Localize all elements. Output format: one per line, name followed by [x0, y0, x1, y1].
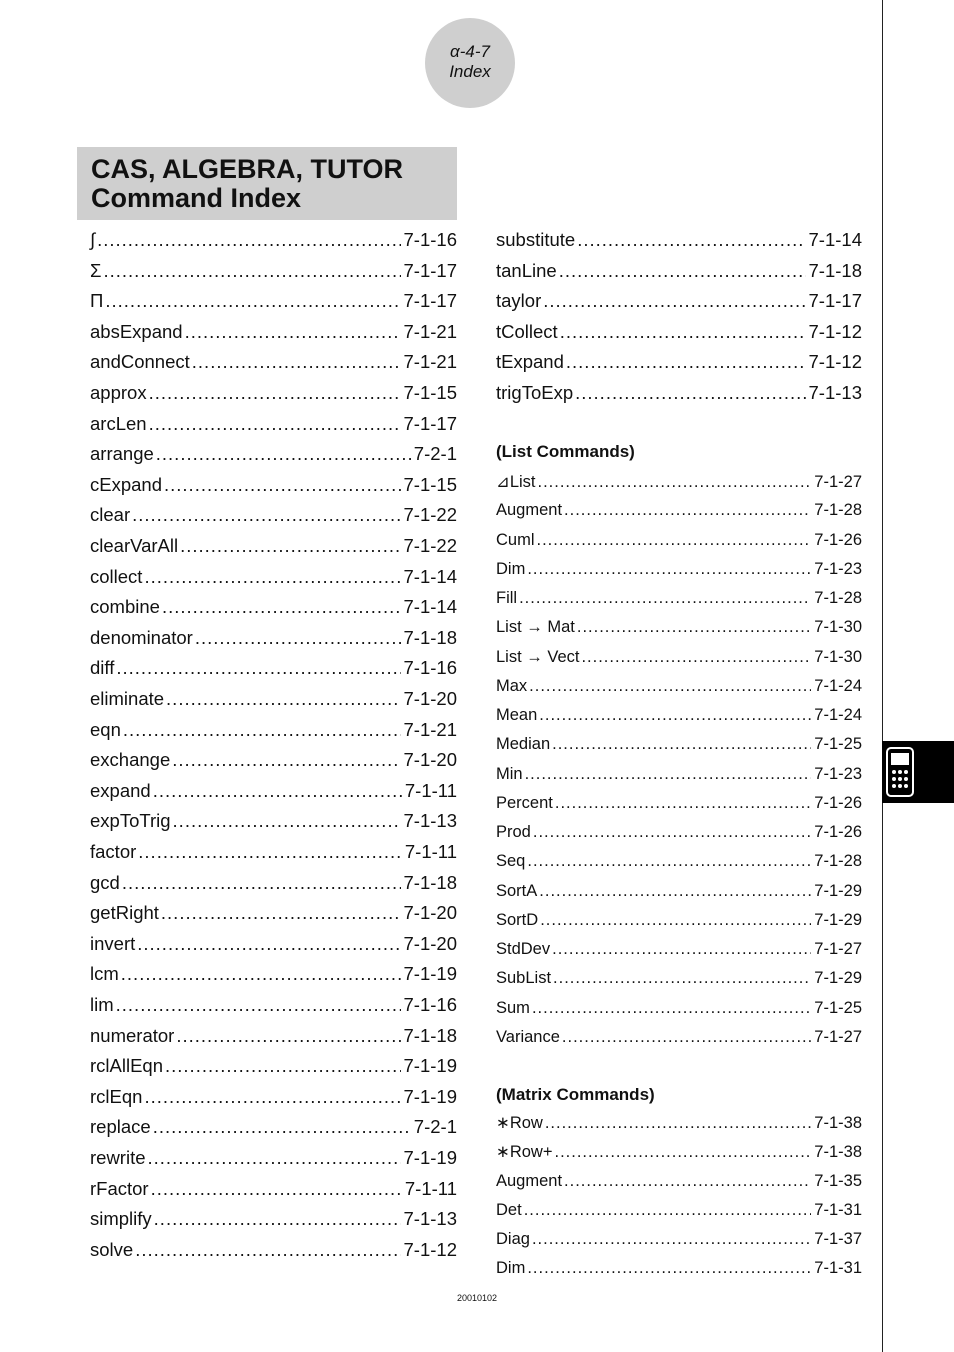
- entry-page-ref: 7-1-11: [404, 841, 457, 862]
- leader-dots: [149, 413, 401, 435]
- index-entry: [496, 735, 862, 757]
- index-entry: [90, 1116, 457, 1140]
- index-entry: [496, 1201, 862, 1223]
- index-entry: [90, 627, 457, 651]
- leader-dots: [172, 749, 400, 771]
- index-entry: [90, 413, 457, 437]
- index-entry: [90, 1239, 457, 1263]
- entry-name: collect: [90, 565, 143, 587]
- leader-dots: [122, 872, 401, 894]
- entry-name: arrange: [90, 443, 154, 465]
- entry-name: exchange: [90, 749, 171, 771]
- entry-name: tCollect: [496, 320, 558, 342]
- entry-name: taylor: [496, 290, 542, 312]
- entry-page-ref: 7-1-20: [403, 749, 457, 771]
- entry-page-ref: 7-1-18: [403, 1024, 457, 1046]
- entry-name: Augment: [496, 1171, 563, 1190]
- leader-dots: [519, 589, 811, 608]
- entry-page-ref: 7-1-21: [403, 718, 457, 740]
- entry-name: replace: [90, 1116, 151, 1138]
- entry-name: solve: [90, 1238, 134, 1260]
- leader-dots: [153, 1116, 411, 1138]
- entry-page-ref: 7-1-29: [814, 969, 862, 988]
- entry-page-ref: 7-1-27: [814, 473, 862, 491]
- entry-page-ref: 7-1-17: [808, 290, 862, 312]
- index-entry: [90, 535, 457, 559]
- entry-page-ref: 7-1-13: [403, 1208, 457, 1230]
- entry-page-ref: 7-1-25: [814, 735, 862, 754]
- entry-name: andConnect: [90, 351, 190, 373]
- entry-name: Min: [496, 764, 523, 783]
- badge-section-label: Index: [449, 62, 491, 81]
- leader-dots: [533, 823, 811, 842]
- index-entry: [90, 963, 457, 987]
- entry-name: expand: [90, 779, 151, 801]
- entry-page-ref: 7-1-16: [403, 229, 457, 250]
- entry-page-ref: 7-1-23: [814, 764, 862, 783]
- index-entry: [496, 882, 862, 904]
- entry-name: lcm: [90, 963, 119, 985]
- index-entry: [496, 618, 862, 640]
- leader-dots: [116, 657, 400, 679]
- leader-dots: [180, 535, 400, 557]
- entry-name: ⊿List: [496, 473, 536, 491]
- entry-name: Σ: [90, 259, 102, 281]
- leader-dots: [577, 229, 805, 251]
- leader-dots: [560, 321, 806, 343]
- entry-name: lim: [90, 994, 114, 1015]
- entry-page-ref: 7-1-29: [814, 881, 862, 900]
- index-entry: [496, 321, 862, 345]
- entry-name: cExpand: [90, 473, 162, 495]
- leader-dots: [121, 963, 401, 985]
- entry-name: trigToExp: [496, 382, 574, 403]
- leader-dots: [153, 780, 402, 802]
- index-entry: [90, 933, 457, 957]
- entry-page-ref: 7-1-14: [403, 596, 457, 618]
- index-entry: [496, 1028, 862, 1050]
- entry-name: rewrite: [90, 1147, 146, 1168]
- entry-name: List → Vect: [496, 647, 580, 666]
- entry-name: numerator: [90, 1024, 175, 1046]
- entry-name: expToTrig: [90, 810, 171, 832]
- entry-name: eqn: [90, 718, 121, 740]
- leader-dots: [543, 290, 805, 312]
- index-entry: [496, 560, 862, 582]
- leader-dots: [527, 1259, 811, 1278]
- entry-page-ref: 7-1-31: [814, 1259, 862, 1278]
- entry-page-ref: 7-1-16: [403, 657, 457, 679]
- entry-page-ref: 7-2-1: [413, 443, 457, 465]
- entry-page-ref: 7-1-18: [403, 871, 457, 893]
- leader-dots: [151, 1178, 402, 1200]
- leader-dots: [116, 994, 401, 1016]
- index-entry: [90, 688, 457, 712]
- entry-name: substitute: [496, 229, 576, 250]
- entry-name: rclAllEqn: [90, 1055, 163, 1077]
- entry-page-ref: 7-1-30: [814, 647, 862, 666]
- index-entry: [90, 382, 457, 406]
- entry-page-ref: 7-1-16: [403, 994, 457, 1015]
- chapter-tab[interactable]: [882, 741, 954, 803]
- entry-page-ref: 7-1-20: [403, 688, 457, 709]
- entry-name: Mean: [496, 706, 538, 724]
- footer-code: 20010102: [456, 1293, 498, 1303]
- entry-page-ref: 7-1-31: [814, 1200, 862, 1219]
- index-entry: [496, 940, 862, 962]
- index-entry: [496, 1142, 862, 1164]
- leader-dots: [166, 688, 400, 710]
- index-entry: [496, 501, 862, 523]
- leader-dots: [527, 852, 811, 871]
- entry-page-ref: 7-1-18: [808, 259, 862, 281]
- title-line-1: CAS, ALGEBRA, TUTOR: [91, 154, 404, 184]
- leader-dots: [559, 260, 806, 282]
- leader-dots: [105, 290, 400, 312]
- entry-name: Π: [90, 290, 104, 312]
- entry-name: rclEqn: [90, 1085, 143, 1107]
- index-entry: [90, 229, 457, 253]
- index-entry: [496, 589, 862, 611]
- index-entry: [90, 1025, 457, 1049]
- leader-dots: [539, 706, 811, 725]
- entry-name: tExpand: [496, 351, 564, 373]
- entry-page-ref: 7-1-38: [814, 1143, 862, 1162]
- page-title: [91, 155, 403, 213]
- entry-page-ref: 7-1-24: [814, 706, 862, 724]
- entry-page-ref: 7-1-14: [808, 229, 862, 250]
- leader-dots: [539, 882, 811, 901]
- entry-page-ref: 7-1-26: [814, 823, 862, 841]
- entry-page-ref: 7-1-19: [403, 1085, 457, 1107]
- index-entry: [496, 472, 862, 494]
- index-entry: [90, 749, 457, 773]
- entry-page-ref: 7-1-19: [403, 963, 457, 985]
- index-entry: [90, 902, 457, 926]
- index-entry: [496, 969, 862, 991]
- leader-dots: [577, 618, 811, 637]
- list-commands-heading: (List Commands): [496, 442, 635, 461]
- entry-name: tanLine: [496, 259, 557, 281]
- entry-name: ∗Row+: [496, 1143, 553, 1162]
- index-entry: [496, 1172, 862, 1194]
- index-entry: [90, 504, 457, 528]
- entry-page-ref: 7-1-13: [403, 810, 457, 832]
- leader-dots: [581, 648, 811, 667]
- index-entry: [496, 706, 862, 728]
- entry-name: Augment: [496, 501, 563, 520]
- entry-name: denominator: [90, 626, 193, 648]
- index-entry: [90, 443, 457, 467]
- badge-page-number: α-4-7: [450, 42, 490, 61]
- leader-dots: [195, 627, 401, 649]
- entry-name: rFactor: [90, 1177, 149, 1199]
- entry-name: Dim: [496, 559, 526, 578]
- index-entry: [90, 994, 457, 1018]
- index-entry: [90, 841, 457, 865]
- entry-page-ref: 7-1-19: [403, 1055, 457, 1077]
- index-entry: [90, 1178, 457, 1202]
- leader-dots: [185, 321, 401, 343]
- leader-dots: [527, 560, 811, 579]
- entry-page-ref: 7-2-1: [413, 1116, 457, 1138]
- section-title-box: [77, 147, 457, 220]
- leader-dots: [553, 969, 811, 988]
- leader-dots: [176, 1025, 400, 1047]
- entry-name: SortA: [496, 881, 538, 900]
- leader-dots: [537, 531, 812, 550]
- index-entry: [496, 648, 862, 670]
- leader-dots: [532, 999, 811, 1018]
- entry-page-ref: 7-1-21: [403, 351, 457, 373]
- entry-name: Seq: [496, 852, 526, 871]
- entry-name: Diag: [496, 1230, 530, 1248]
- entry-name: clearVarAll: [90, 535, 179, 556]
- index-entry: [90, 1055, 457, 1079]
- entry-name: ∫: [90, 229, 96, 250]
- entry-name: List → Mat: [496, 618, 575, 637]
- leader-dots: [552, 940, 811, 959]
- entry-page-ref: 7-1-17: [403, 412, 457, 434]
- leader-dots: [529, 677, 811, 696]
- entry-page-ref: 7-1-23: [814, 559, 862, 578]
- index-entry: [90, 780, 457, 804]
- index-entry: [90, 872, 457, 896]
- index-entry: [90, 1147, 457, 1171]
- entry-page-ref: 7-1-28: [814, 589, 862, 607]
- page-number-badge: [425, 18, 515, 108]
- matrix-commands-heading: (Matrix Commands): [496, 1085, 655, 1104]
- entry-name: simplify: [90, 1208, 152, 1230]
- index-entry: [496, 823, 862, 845]
- calculator-icon: [886, 747, 914, 797]
- entry-page-ref: 7-1-24: [814, 676, 862, 695]
- index-entry: [90, 719, 457, 743]
- entry-page-ref: 7-1-11: [404, 779, 457, 801]
- leader-dots: [165, 1055, 401, 1077]
- entry-page-ref: 7-1-20: [403, 902, 457, 924]
- entry-page-ref: 7-1-12: [808, 351, 862, 373]
- entry-page-ref: 7-1-25: [814, 998, 862, 1017]
- leader-dots: [564, 1172, 811, 1191]
- index-entry: [90, 290, 457, 314]
- entry-name: arcLen: [90, 412, 147, 434]
- entry-page-ref: 7-1-20: [403, 932, 457, 954]
- leader-dots: [540, 911, 811, 930]
- entry-name: absExpand: [90, 320, 183, 342]
- entry-name: Det: [496, 1200, 522, 1219]
- entry-name: gcd: [90, 871, 120, 893]
- leader-dots: [554, 1143, 811, 1162]
- leader-dots: [538, 473, 812, 492]
- leader-dots: [162, 596, 401, 618]
- leader-dots: [144, 1086, 400, 1108]
- entry-page-ref: 7-1-22: [403, 504, 457, 526]
- entry-page-ref: 7-1-17: [403, 259, 457, 281]
- index-entry: [496, 765, 862, 787]
- entry-name: Variance: [496, 1027, 560, 1046]
- entry-page-ref: 7-1-12: [403, 1238, 457, 1260]
- entry-name: ∗Row: [496, 1114, 543, 1132]
- entry-name: eliminate: [90, 688, 165, 709]
- page-edge-rule: [882, 0, 883, 1352]
- entry-name: approx: [90, 382, 147, 403]
- leader-dots: [525, 765, 812, 784]
- leader-dots: [545, 1114, 811, 1133]
- entry-page-ref: 7-1-19: [403, 1147, 457, 1168]
- entry-page-ref: 7-1-17: [403, 290, 457, 312]
- index-entry: [90, 351, 457, 375]
- leader-dots: [562, 1028, 811, 1047]
- entry-page-ref: 7-1-22: [403, 535, 457, 556]
- entry-page-ref: 7-1-30: [814, 618, 862, 637]
- index-entry: [496, 531, 862, 553]
- index-entry: [90, 657, 457, 681]
- entry-name: SortD: [496, 910, 539, 929]
- leader-dots: [137, 933, 400, 955]
- entry-name: getRight: [90, 902, 159, 924]
- entry-name: combine: [90, 596, 160, 618]
- entry-page-ref: 7-1-27: [814, 1027, 862, 1046]
- index-entry: [496, 382, 862, 406]
- leader-dots: [103, 260, 400, 282]
- leader-dots: [555, 794, 811, 813]
- index-entry: [496, 1113, 862, 1135]
- entry-page-ref: 7-1-26: [814, 793, 862, 812]
- index-entry: [496, 229, 862, 253]
- leader-dots: [156, 443, 411, 465]
- index-entry: [90, 1086, 457, 1110]
- entry-page-ref: 7-1-26: [814, 530, 862, 549]
- entry-name: Prod: [496, 823, 531, 841]
- entry-page-ref: 7-1-38: [814, 1114, 862, 1132]
- entry-page-ref: 7-1-29: [814, 910, 862, 929]
- leader-dots: [135, 1239, 400, 1261]
- index-entry: [90, 474, 457, 498]
- leader-dots: [123, 719, 401, 741]
- leader-dots: [154, 1208, 401, 1230]
- leader-dots: [524, 1201, 812, 1220]
- entry-page-ref: 7-1-21: [403, 320, 457, 342]
- index-entry: [496, 677, 862, 699]
- index-entry: [90, 321, 457, 345]
- leader-dots: [138, 841, 402, 863]
- entry-page-ref: 7-1-35: [814, 1171, 862, 1190]
- index-entry: [90, 1208, 457, 1232]
- entry-page-ref: 7-1-11: [404, 1177, 457, 1199]
- leader-dots: [566, 351, 806, 373]
- entry-page-ref: 7-1-13: [808, 382, 862, 403]
- index-entry: [90, 260, 457, 284]
- leader-dots: [575, 382, 805, 404]
- entry-name: clear: [90, 504, 131, 526]
- index-entry: [496, 911, 862, 933]
- leader-dots: [552, 735, 811, 754]
- leader-dots: [161, 902, 401, 924]
- entry-name: invert: [90, 932, 136, 954]
- entry-name: Max: [496, 676, 528, 695]
- leader-dots: [164, 474, 401, 496]
- entry-name: SubList: [496, 969, 552, 988]
- entry-name: Median: [496, 735, 551, 754]
- leader-dots: [564, 501, 811, 520]
- entry-name: StdDev: [496, 940, 551, 958]
- leader-dots: [132, 504, 400, 526]
- entry-page-ref: 7-1-15: [403, 382, 457, 403]
- index-entry: [496, 290, 862, 314]
- leader-dots: [173, 810, 401, 832]
- entry-page-ref: 7-1-37: [814, 1230, 862, 1248]
- index-entry: [496, 794, 862, 816]
- entry-page-ref: 7-1-27: [814, 940, 862, 958]
- leader-dots: [149, 382, 401, 404]
- entry-name: Sum: [496, 998, 530, 1017]
- entry-page-ref: 7-1-12: [808, 320, 862, 342]
- index-entry: [496, 999, 862, 1021]
- index-entry: [90, 810, 457, 834]
- leader-dots: [144, 566, 400, 588]
- index-entry: [496, 351, 862, 375]
- leader-dots: [97, 229, 400, 251]
- entry-name: Fill: [496, 589, 518, 607]
- index-entry: [90, 566, 457, 590]
- entry-page-ref: 7-1-14: [403, 565, 457, 587]
- entry-name: Percent: [496, 793, 553, 812]
- entry-name: Cuml: [496, 530, 535, 549]
- entry-name: Dim: [496, 1259, 526, 1278]
- index-entry: [496, 852, 862, 874]
- index-entry: [496, 260, 862, 284]
- entry-page-ref: 7-1-18: [403, 626, 457, 648]
- leader-dots: [532, 1230, 811, 1249]
- entry-page-ref: 7-1-15: [403, 473, 457, 495]
- title-line-2: Command Index: [91, 183, 302, 213]
- entry-page-ref: 7-1-28: [814, 852, 862, 871]
- leader-dots: [192, 351, 401, 373]
- entry-name: factor: [90, 841, 137, 862]
- index-entry: [496, 1230, 862, 1252]
- index-entry: [90, 596, 457, 620]
- leader-dots: [148, 1147, 401, 1169]
- entry-name: diff: [90, 657, 115, 679]
- index-entry: [496, 1259, 862, 1281]
- entry-page-ref: 7-1-28: [814, 501, 862, 520]
